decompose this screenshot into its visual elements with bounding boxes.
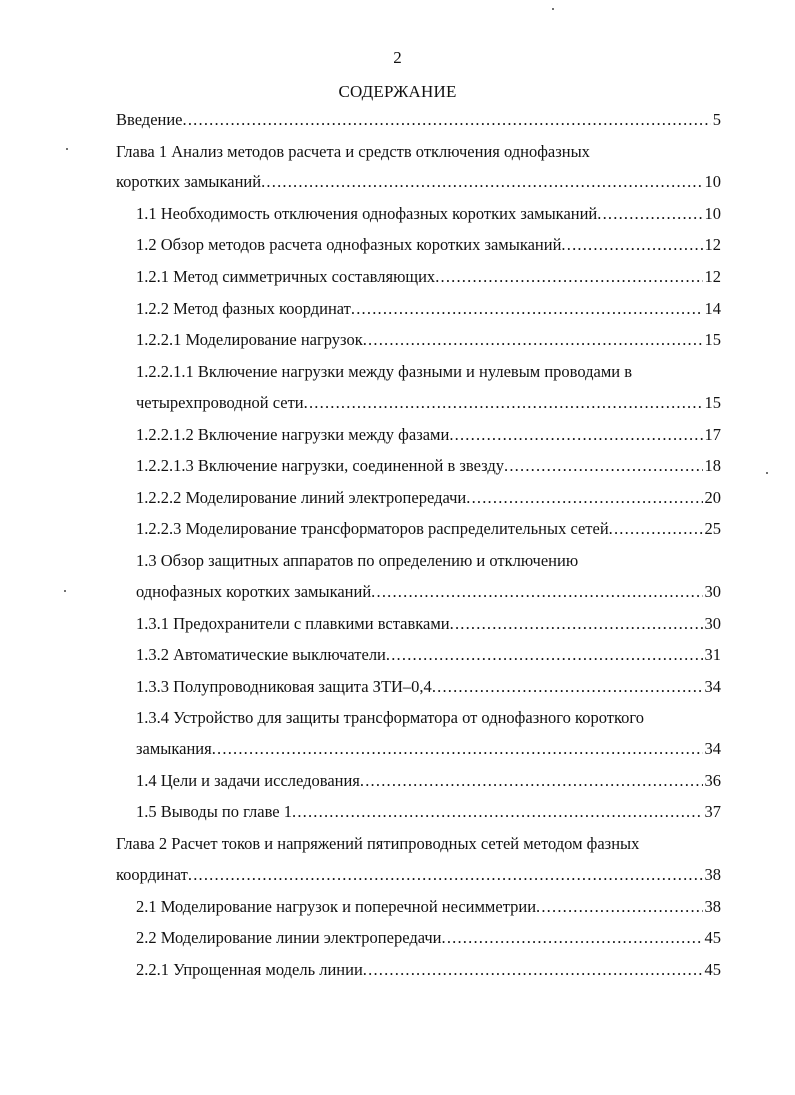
- toc-entry-1-2-1: 1.2.1 Метод симметричных составляющих ..... 12: [136, 267, 721, 295]
- toc-entry-1-4: 1.4 Цели и задачи исследования ..... 36: [136, 771, 721, 799]
- toc-entry-chapter-1-cont: коротких замыканий ..... 10: [116, 172, 721, 200]
- toc-entry-1-1: 1.1 Необходимость отключения однофазных коротких замыканий ..... 10: [136, 204, 721, 232]
- toc-entry-1-2-2-1-3: 1.2.2.1.3 Включение нагрузки, соединенной в звезду ..... 18: [136, 456, 721, 484]
- toc-entry-1-3-1: 1.3.1 Предохранители с плавкими вставками ..... 30: [136, 614, 721, 642]
- scan-speck: [66, 148, 68, 150]
- toc-entry-introduction: Введение ..... 5: [116, 110, 721, 138]
- toc-entry-2-1: 2.1 Моделирование нагрузок и поперечной несимметрии ..... 38: [136, 897, 721, 925]
- page-number: 2: [393, 48, 402, 67]
- toc-title: СОДЕРЖАНИЕ: [338, 82, 457, 101]
- toc-entry-1-2-2-2: 1.2.2.2 Моделирование линий электропередачи ..... 20: [136, 488, 721, 516]
- toc-entry-1-2-2-1-1-cont: четырехпроводной сети ..... 15: [136, 393, 721, 421]
- toc-entry-chapter-2: Глава 2 Расчет токов и напряжений пятипроводных сетей методом фазных: [116, 834, 640, 853]
- toc-entry-chapter-2-cont: координат ..... 38: [116, 865, 721, 893]
- scan-speck: [64, 590, 66, 592]
- toc-entry-1-3-3: 1.3.3 Полупроводниковая защита ЗТИ–0,4 ..... 34: [136, 677, 721, 705]
- toc-entry-1-3: 1.3 Обзор защитных аппаратов по определению и отключению: [136, 551, 579, 570]
- toc-entry-1-2-2: 1.2.2 Метод фазных координат ..... 14: [136, 299, 721, 327]
- toc-entry-2-2-1: 2.2.1 Упрощенная модель линии ..... 45: [136, 960, 721, 988]
- toc-entry-1-3-2: 1.3.2 Автоматические выключатели ..... 31: [136, 645, 721, 673]
- toc-entry-1-3-cont: однофазных коротких замыканий ..... 30: [136, 582, 721, 610]
- toc-entry-1-2-2-1-1: 1.2.2.1.1 Включение нагрузки между фазными и нулевым проводами в: [136, 362, 633, 381]
- toc-entry-1-2-2-3: 1.2.2.3 Моделирование трансформаторов распределительных сетей ..... 25: [136, 519, 721, 547]
- toc-entry-1-2-2-1: 1.2.2.1 Моделирование нагрузок ..... 15: [136, 330, 721, 358]
- scan-speck: [766, 472, 768, 474]
- toc-entry-1-3-4-cont: замыкания ..... 34: [136, 739, 721, 767]
- toc-entry-1-5: 1.5 Выводы по главе 1 ..... 37: [136, 802, 721, 830]
- toc-entry-2-2: 2.2 Моделирование линии электропередачи ..... 45: [136, 928, 721, 956]
- toc-entry-1-2: 1.2 Обзор методов расчета однофазных коротких замыканий ..... 12: [136, 235, 721, 263]
- toc-entry-1-3-4: 1.3.4 Устройство для защиты трансформатора от однофазного короткого: [136, 708, 644, 727]
- toc-entry-chapter-1: Глава 1 Анализ методов расчета и средств отключения однофазных: [116, 142, 590, 161]
- toc-entry-1-2-2-1-2: 1.2.2.1.2 Включение нагрузки между фазами ..... 17: [136, 425, 721, 453]
- scan-speck: [552, 8, 554, 10]
